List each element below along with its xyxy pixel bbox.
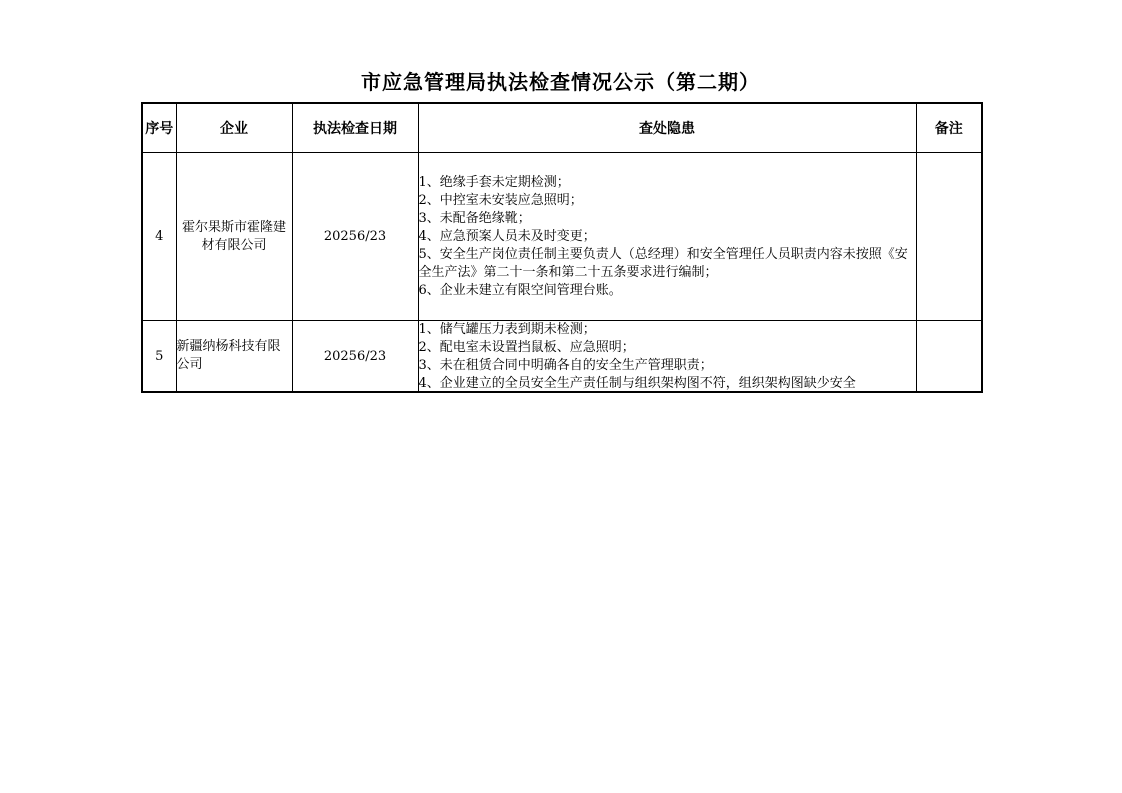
issue-item: 5、安全生产岗位责任制主要负责人（总经理）和安全管理任人员职责内容未按照《安全生产法》第二十一条和第二十五条要求进行编制； <box>418 246 908 280</box>
header-seq: 序号 <box>142 103 176 153</box>
cell-company: 霍尔果斯市霍隆建材有限公司 <box>176 153 292 321</box>
issue-item: 1、绝缘手套未定期检测； <box>418 174 570 190</box>
cell-date: 20256/23 <box>292 153 418 321</box>
header-company: 企业 <box>176 103 292 153</box>
table-row <box>142 321 982 393</box>
issue-item: 4、应急预案人员未及时变更； <box>418 228 596 244</box>
cell-company: 新疆纳杨科技有限公司 <box>176 321 292 393</box>
cell-remarks <box>916 321 982 393</box>
cell-seq: 4 <box>142 153 176 321</box>
header-issues: 查处隐患 <box>418 103 916 153</box>
issue-item: 6、企业未建立有限空间管理台账。 <box>418 282 622 298</box>
table-header-row <box>142 103 982 153</box>
issues-clip <box>419 321 916 391</box>
cell-date: 20256/23 <box>292 321 418 393</box>
issue-item: 2、配电室未设置挡鼠板、应急照明； <box>418 340 635 355</box>
header-remarks: 备注 <box>916 103 982 153</box>
issue-item: 3、未在租赁合同中明确各自的安全生产管理职责； <box>418 358 713 373</box>
cell-issues <box>418 153 916 321</box>
issue-item: 3、未配备绝缘靴； <box>418 210 531 226</box>
document-title: 市应急管理局执法检查情况公示（第二期） <box>361 70 760 94</box>
header-date: 执法检查日期 <box>292 103 418 153</box>
issue-item: 2、中控室未安装应急照明； <box>418 192 583 208</box>
table-row <box>142 153 982 321</box>
issue-item: 4、企业建立的全员安全生产责任制与组织架构图不符，组织架构图缺少安全 <box>418 376 856 391</box>
cell-seq: 5 <box>142 321 176 393</box>
inspection-table <box>141 102 983 393</box>
issue-item: 1、储气罐压力表到期未检测； <box>418 322 596 337</box>
cell-issues <box>418 321 916 393</box>
cell-remarks <box>916 153 982 321</box>
